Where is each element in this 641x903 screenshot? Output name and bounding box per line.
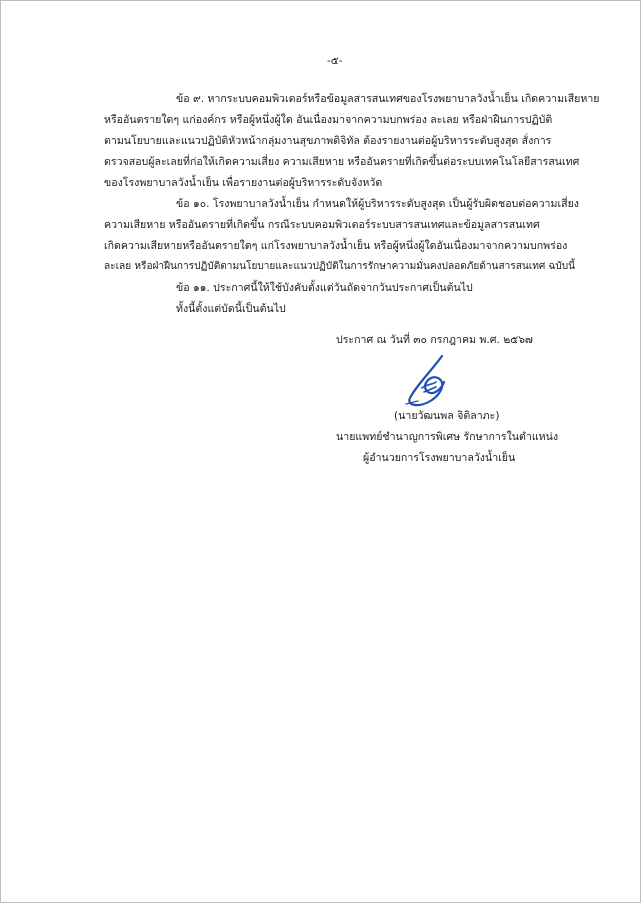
page-number: -๕- bbox=[327, 55, 343, 67]
clause-9-line-5: ของโรงพยาบาลวังน้ำเย็น เพื่อรายงานต่อผู้บริหารระดับจังหวัด bbox=[104, 177, 383, 189]
signatory-name: (นายวัฒนพล จิติลาภะ) bbox=[394, 410, 500, 422]
clause-9-line-2: หรืออันตรายใดๆ แก่องค์กร หรือผู้หนึ่งผู้ใด อันเนื่องมาจากความบกพร่อง ละเลย หรือฝ่าฝืนการปฏิบัติ bbox=[104, 114, 553, 126]
clause-10-line-3: เกิดความเสียหายหรืออันตรายใดๆ แก่โรงพยาบาลวังน้ำเย็น หรือผู้หนึ่งผู้ใดอันเนื่องมาจากความบกพร่อง bbox=[104, 240, 568, 252]
clause-10-line-4: ละเลย หรือฝ่าฝืนการปฏิบัติตามนโยบายและแนวปฏิบัติในการรักษาความมั่นคงปลอดภัยด้านสารสนเทศ ฉบับนี้ bbox=[104, 261, 576, 272]
clause-9-line-4: ตรวจสอบผู้ละเลยที่ก่อให้เกิดความเสี่ยง ความเสียหาย หรืออันตรายที่เกิดขึ้นต่อระบบเทคโนโลยีสารสนเทศ bbox=[104, 156, 580, 168]
closing-statement: ทั้งนี้ตั้งแต่บัดนี้เป็นต้นไป bbox=[176, 303, 286, 315]
clause-9-line-3: ตามนโยบายและแนวปฏิบัติหัวหน้ากลุ่มงานสุขภาพดิจิทัล ต้องรายงานต่อผู้บริหารระดับสูงสุด สั่งการ bbox=[104, 135, 552, 147]
clause-9-line-1: ข้อ ๙. หากระบบคอมพิวเตอร์หรือข้อมูลสารสนเทศของโรงพยาบาลวังน้ำเย็น เกิดความเสียหาย bbox=[176, 93, 600, 105]
signatory-position: นายแพทย์ชำนาญการพิเศษ รักษาการในตำแหน่ง bbox=[336, 431, 559, 443]
announcement-date: ประกาศ ณ วันที่ ๓๐ กรกฎาคม พ.ศ. ๒๕๖๗ bbox=[336, 334, 533, 346]
clause-10-line-2: ความเสียหาย หรืออันตรายที่เกิดขึ้น กรณีระบบคอมพิวเตอร์ระบบสารสนเทศและข้อมูลสารสนเทศ bbox=[104, 219, 540, 231]
clause-10-line-1: ข้อ ๑๐. โรงพยาบาลวังน้ำเย็น กำหนดให้ผู้บริหารระดับสูงสุด เป็นผู้รับผิดชอบต่อความเสี่ยง bbox=[176, 198, 579, 210]
clause-11: ข้อ ๑๑. ประกาศนี้ให้ใช้บังคับตั้งแต่วันถัดจากวันประกาศเป็นต้นไป bbox=[176, 282, 473, 294]
signatory-office: ผู้อำนวยการโรงพยาบาลวังน้ำเย็น bbox=[363, 452, 516, 464]
handwritten-signature bbox=[402, 352, 464, 412]
